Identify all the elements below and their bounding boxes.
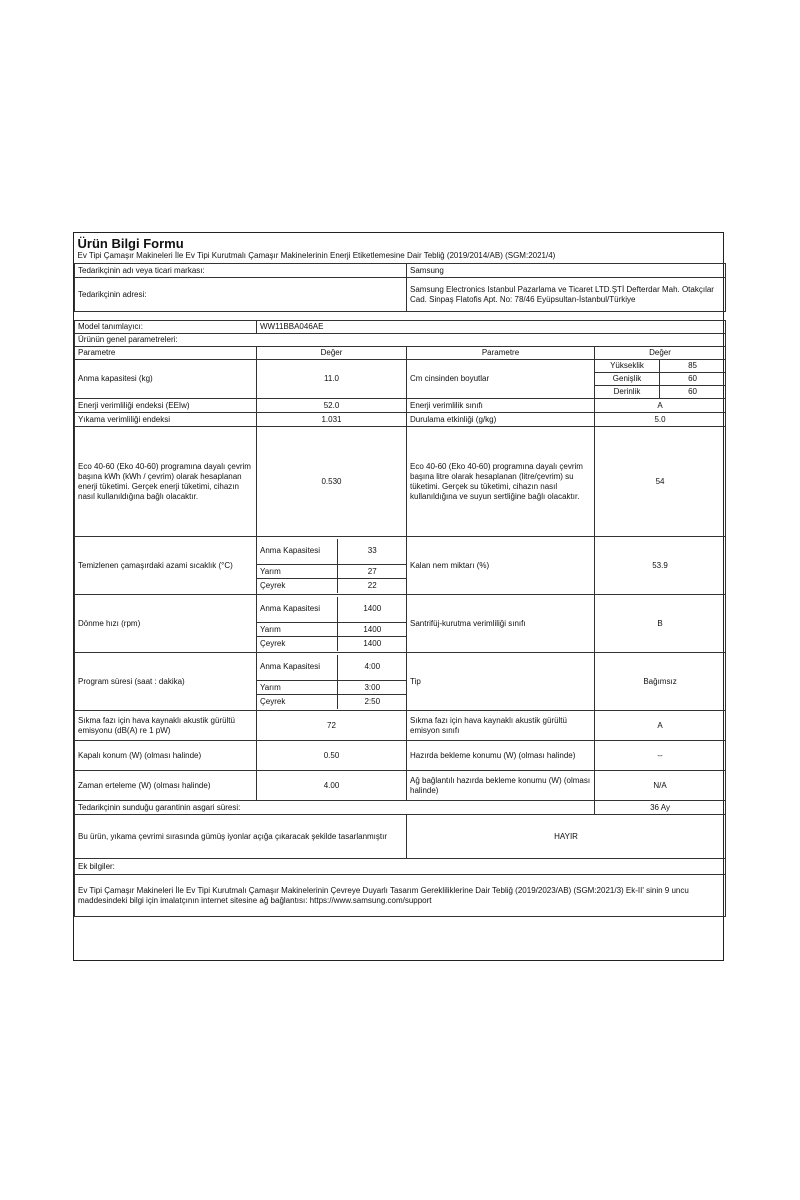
spin-quarter-label: Çeyrek	[257, 637, 337, 651]
temp-half-value: 27	[337, 565, 407, 579]
rinse-label: Durulama etkinliği (g/kg)	[407, 413, 595, 427]
temp-label: Temizlenen çamaşırdaki azami sıcaklık (°C)	[75, 537, 257, 595]
energy-class-label: Enerji verimlilik sınıfı	[407, 399, 595, 413]
off-mode-label: Kapalı konum (W) (olması halinde)	[75, 741, 257, 771]
rinse-value: 5.0	[595, 413, 726, 427]
form-title: Ürün Bilgi Formu	[77, 236, 184, 251]
spacer	[75, 312, 726, 321]
eco-energy-label: Eco 40-60 (Eko 40-60) programına dayalı çevrim başına kWh (kWh / çevrim) olarak hesaplanan enerji tüketimi. Gerçek enerji tüketimi, cihazın nasıl kullanıldığına bağlı olacaktır.	[75, 427, 257, 537]
supplier-address-value: Samsung Electronics Istanbul Pazarlama ve Ticaret LTD.ŞTİ Defterdar Mah. Otakçılar Cad. Sinpaş Flatofis Apt. No: 78/46 Eyüpsultan-İstanbul/Türkiye	[407, 278, 726, 312]
product-info-form	[73, 232, 724, 961]
temp-quarter-label: Çeyrek	[257, 579, 337, 593]
warranty-value: 36 Ay	[595, 801, 726, 815]
spin-class-value: B	[595, 595, 726, 653]
extra-info-text: Ev Tipi Çamaşır Makineleri İle Ev Tipi Kurutmalı Çamaşır Makinelerinin Çevreye Duyarlı Tasarım Gerekliliklerine Dair Tebliğ (2019/2023/AB) (SGM:2021/3) Ek-II' sinin 9 uncu maddesindeki bilgi için imalatçının internet sitesine ağ bağlantısı: https://www.samsung.com/support	[75, 875, 726, 917]
wash-index-label: Yıkama verimliliği endeksi	[75, 413, 257, 427]
spin-label: Dönme hızı (rpm)	[75, 595, 257, 653]
network-standby-value: N/A	[595, 771, 726, 801]
duration-rated-value: 4:00	[337, 655, 407, 681]
duration-rated-label: Anma Kapasitesi	[257, 655, 337, 681]
spin-class-label: Santrifüj-kurutma verimliliği sınıfı	[407, 595, 595, 653]
extra-info-label: Ek bilgiler:	[75, 859, 726, 875]
spin-half-value: 1400	[337, 623, 407, 637]
energy-class-value: A	[595, 399, 726, 413]
supplier-name-label: Tedarikçinin adı veya ticari markası:	[75, 264, 407, 278]
eco-water-label: Eco 40-60 (Eko 40-60) programına dayalı çevrim başına litre olarak hesaplanan (litre/çevrim) su tüketimi. Gerçek su tüketimi, cihazın nasıl kullanıldığına ve suyun sertliğine bağlı olacaktır.	[407, 427, 595, 537]
depth-label: Derinlik	[595, 386, 660, 399]
duration-quarter-value: 2:50	[364, 696, 381, 706]
model-label: Model tanımlayıcı:	[75, 321, 257, 334]
height-label: Yükseklik	[595, 360, 660, 373]
eei-value: 52.0	[257, 399, 407, 413]
dimensions-label: Cm cinsinden boyutlar	[407, 360, 595, 399]
temp-subtable	[257, 537, 407, 595]
delay-start-value: 4.00	[257, 771, 407, 801]
col-header-param-right: Parametre	[407, 347, 595, 360]
network-standby-label: Ağ bağlantılı hazırda bekleme konumu (W) (olması halinde)	[407, 771, 595, 801]
depth-value: 60	[660, 386, 726, 399]
silver-ion-value: HAYIR	[407, 815, 726, 859]
duration-quarter-label: Çeyrek	[257, 695, 337, 709]
temp-half-label: Yarım	[257, 565, 337, 579]
duration-half-label: Yarım	[257, 681, 337, 695]
product-info-table	[74, 233, 726, 917]
height-value: 85	[660, 360, 726, 373]
eco-energy-value: 0.530	[257, 427, 407, 537]
noise-value: 72	[257, 711, 407, 741]
col-header-value-right: Değer	[595, 347, 726, 360]
supplier-name-value: Samsung	[407, 264, 726, 278]
silver-ion-label: Bu ürün, yıkama çevrimi sırasında gümüş iyonlar açığa çıkaracak şekilde tasarlanmıştır	[75, 815, 407, 859]
type-value: Bağımsız	[595, 653, 726, 711]
supplier-address-label: Tedarikçinin adresi:	[75, 278, 407, 312]
capacity-label: Anma kapasitesi (kg)	[75, 360, 257, 399]
warranty-label: Tedarikçinin sunduğu garantinin asgari süresi:	[75, 801, 595, 815]
duration-label: Program süresi (saat : dakika)	[75, 653, 257, 711]
off-mode-value: 0.50	[257, 741, 407, 771]
temp-rated-value: 33	[337, 539, 407, 565]
form-subtitle: Ev Tipi Çamaşır Makineleri İle Ev Tipi Kurutmalı Çamaşır Makinelerinin Enerji Etiketlemesine Dair Tebliğ (2019/2014/AB) (SGM:2021/4)	[75, 251, 726, 264]
width-value: 60	[660, 373, 726, 386]
type-label: Tip	[407, 653, 595, 711]
spin-rated-label: Anma Kapasitesi	[257, 597, 337, 623]
standby-label: Hazırda bekleme konumu (W) (olması halinde)	[407, 741, 595, 771]
duration-half-value: 3:00	[337, 681, 407, 695]
noise-class-value: A	[595, 711, 726, 741]
col-header-param-left: Parametre	[75, 347, 257, 360]
moisture-value: 53.9	[595, 537, 726, 595]
wash-index-value: 1.031	[257, 413, 407, 427]
eco-water-value: 54	[595, 427, 726, 537]
general-params-label: Ürünün genel parametreleri:	[75, 334, 726, 347]
duration-subtable	[257, 653, 407, 711]
spin-rated-value: 1400	[337, 597, 407, 623]
col-header-value-left: Değer	[257, 347, 407, 360]
temp-rated-label: Anma Kapasitesi	[257, 539, 337, 565]
noise-class-label: Sıkma fazı için hava kaynaklı akustik gürültü emisyon sınıfı	[407, 711, 595, 741]
width-label: Genişlik	[595, 373, 660, 386]
eei-label: Enerji verimliliği endeksi (EEIw)	[75, 399, 257, 413]
standby-value: --	[595, 741, 726, 771]
delay-start-label: Zaman erteleme (W) (olması halinde)	[75, 771, 257, 801]
spin-subtable	[257, 595, 407, 653]
spin-half-label: Yarım	[257, 623, 337, 637]
spin-quarter-value: 1400	[363, 638, 382, 648]
model-value: WW11BBA046AE	[257, 321, 726, 334]
moisture-label: Kalan nem miktarı (%)	[407, 537, 595, 595]
noise-label: Sıkma fazı için hava kaynaklı akustik gürültü emisyonu (dB(A) re 1 pW)	[75, 711, 257, 741]
temp-quarter-value: 22	[367, 580, 377, 590]
capacity-value: 11.0	[257, 360, 407, 399]
